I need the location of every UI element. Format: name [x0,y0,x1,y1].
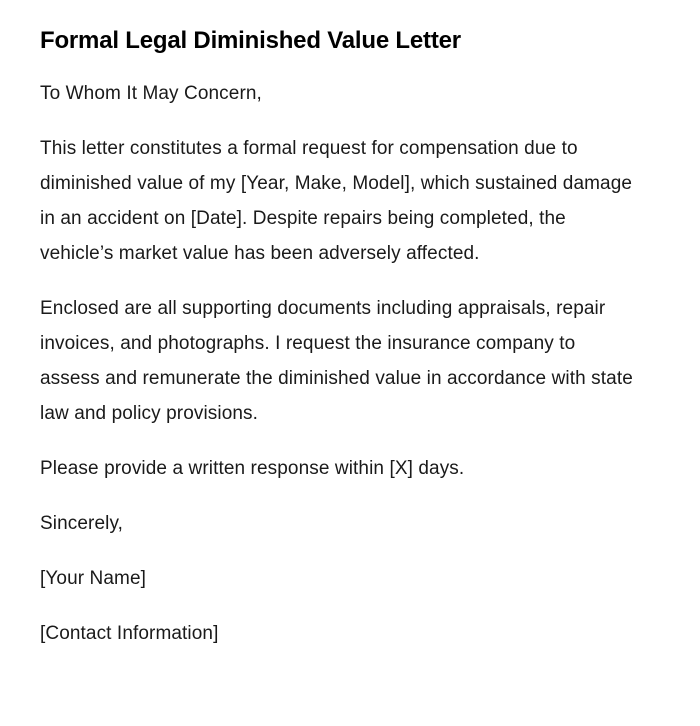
letter-closing: Sincerely, [40,513,124,534]
letter-paragraph-request: This letter constitutes a formal request for compensation due to diminished value of my [Year, Make, Model], which sustained damage in an accident on [Date]. Despite repairs being completed, the vehicle’s market value has been adversely affected. [40,138,633,264]
letter-title: Formal Legal Diminished Value Letter [40,27,461,54]
letter-paragraph-enclosures: Enclosed are all supporting documents including appraisals, repair invoices, and photographs. I request the insurance company to assess and remunerate the diminished value in accordance with state law and policy provisions. [40,298,633,424]
letter-paragraph-response: Please provide a written response within [X] days. [40,458,465,479]
letter-signature-name: [Your Name] [40,568,147,589]
letter-contact-info: [Contact Information] [40,623,219,644]
letter-salutation: To Whom It May Concern, [40,83,262,104]
